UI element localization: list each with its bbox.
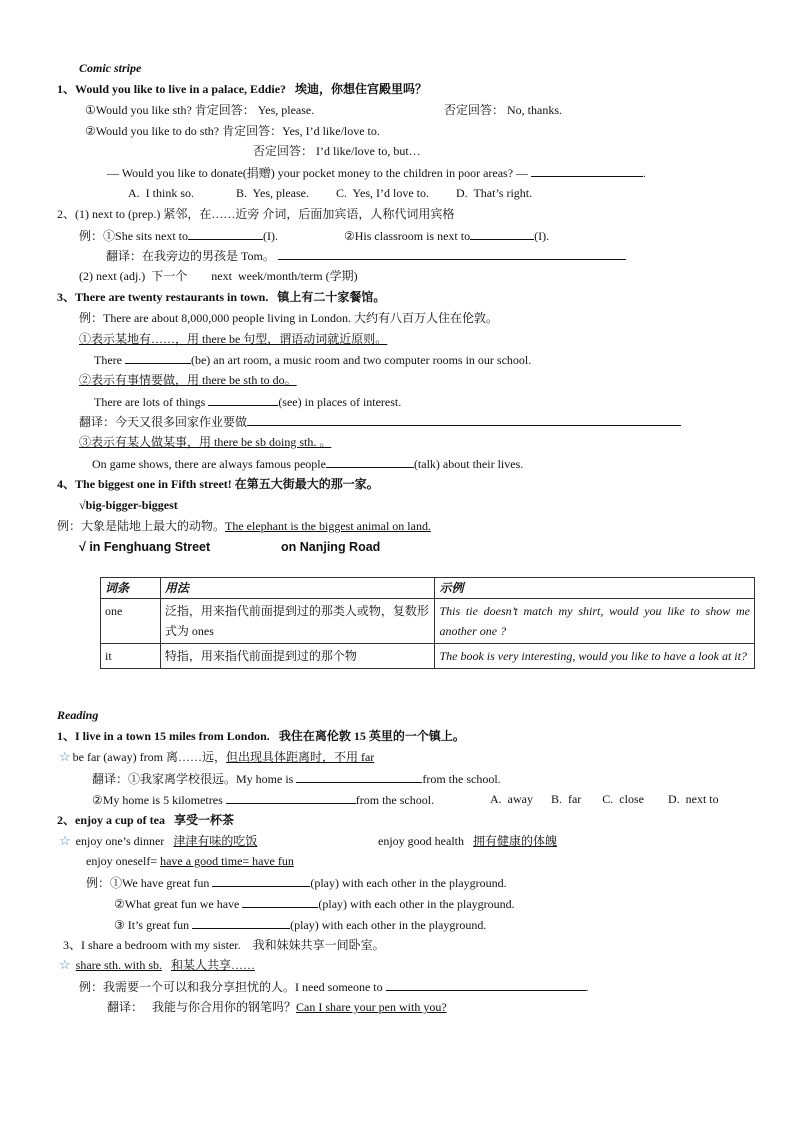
r2-example1-rest: (play) with each other in the playground. [310,876,507,890]
r1-phrase-text: be far (away) from 离……远， [72,750,226,764]
r3-example-text: 例：我需要一个可以和我分享担忧的人。I need someone to [79,980,383,994]
q4-example-chinese: 例：大象是陆地上最大的动物。 [57,519,226,533]
q1-options: A. I think so. B. Yes, please. C. Yes, I’d love to. D. That’s right. [128,186,533,200]
r2-english: enjoy a cup of tea [75,813,166,827]
r2-phrase1 [59,833,257,849]
q2-examples [79,227,278,244]
table-cell-example: This tie doesn’t match my shirt, would you like to show me another one ? [435,599,755,644]
r2-phrase1-chinese: 津津有味的吃饭 [173,834,258,848]
q3-rule2-translation-prompt: 翻译：今天又很多回家作业要做 [79,415,248,429]
r3-phrase [59,957,255,973]
r1-translation1-blank[interactable] [296,770,422,783]
q2-example1-text: ①She sits next to [103,229,189,243]
q1-title [57,81,427,97]
q2-heading: (1) next to (prep.) 紧邻，在……近旁 介词，后面加宾语，人称代词用宾格 [75,207,455,221]
r3-phrase-text: share sth. with sb. [75,958,162,972]
table-cell-usage: 特指，用来指代前面提到过的那个物 [160,644,435,669]
q4-chinese: 在第五大街最大的那一家。 [234,477,379,491]
q1-answer-blank[interactable] [531,164,643,177]
r2-phrase1-text: enjoy one’s dinner [75,834,165,848]
q4-title [57,476,379,492]
r2-phrase2-text: enjoy good health [378,834,464,848]
table-header-usage: 用法 [160,578,435,599]
q3-rule2-example-rest: (see) in places of interest. [278,395,402,409]
q1-rule-b-negative: 否定回答： I’d like/love to, but… [253,144,421,158]
q3-rule2-blank[interactable] [208,393,278,406]
q2-translation-prompt: 翻译：在我旁边的男孩是 Tom。 [106,249,275,263]
q3-rule2-translation-blank[interactable] [247,413,681,426]
r2-example3 [114,916,486,933]
r2-phrase2 [378,833,557,849]
q3-english: There are twenty restaurants in town. [75,290,269,304]
q2-translation-blank[interactable] [278,247,626,260]
q3-chinese: 镇上有二十家餐馆。 [277,290,386,304]
q3-rule1-example [94,351,531,368]
r1-translation1-text: 翻译：①我家离学校很远。My home is [92,772,294,786]
r3-example [79,978,589,995]
r2-example3-blank[interactable] [192,916,290,929]
q4-prep-example1: √ in Fenghuang Street [79,540,211,554]
star-icon: ☆ [59,749,71,764]
r3-title: 3、I share a bedroom with my sister. 我和妹妹共享一间卧室。 [63,938,385,952]
r3-translation-prompt: 翻译： 我能与你合用你的钢笔吗？ [107,1000,297,1014]
r1-english: I live in a town 15 miles from London. [75,729,270,743]
one-it-usage-table [100,577,755,669]
r2-number: 2、 [57,813,76,827]
r3-example-end: . [585,980,589,994]
r1-translation1 [92,770,501,787]
r2-example2 [114,895,515,912]
q3-rule1-example-text: There [94,353,122,367]
r2-example2-text: ②What great fun we have [114,897,240,911]
q3-rule3-blank[interactable] [326,455,414,468]
section-heading-comic-stripe: Comic stripe [79,61,142,75]
q3-rule1-example-rest: (be) an art room, a music room and two computer rooms in our school. [190,353,532,367]
q2-title [57,206,454,222]
q2-number: 2、 [57,207,76,221]
q3-rule3: ③表示有某人做某事，用 there be sb doing sth. 。 [79,435,332,449]
r2-example2-rest: (play) with each other in the playground. [318,897,515,911]
r1-options: A. away B. far C. close D. next to [490,792,719,806]
r2-phrase3-equivalent: have a good time= have fun [160,854,294,868]
r2-example2-blank[interactable] [242,895,318,908]
table-header-word: 词条 [101,578,161,599]
r2-chinese: 享受一杯茶 [174,813,235,827]
r2-example1 [86,874,507,891]
section-heading-reading: Reading [57,708,99,722]
q3-rule1: ①表示某地有……，用 there be 句型，谓语动词就近原则。 [79,332,388,346]
r3-translation [107,999,447,1015]
r1-translation1-rest: from the school. [422,772,501,786]
r2-title [57,812,234,828]
q4-example [57,518,431,534]
q3-example: 例：There are about 8,000,000 people living in London. 大约有八百万人住在伦敦。 [79,311,498,325]
q2-translation [106,247,626,264]
r1-chinese: 我住在离伦敦 15 英里的一个镇上。 [278,729,465,743]
q2-example2-text: ②His classroom is next to [344,229,471,243]
table-row [101,599,755,644]
table-header-row [101,578,755,599]
q3-rule3-example [92,455,523,472]
r1-number: 1、 [57,729,76,743]
table-cell-usage: 泛指，用来指代前面提到过的那类人或物，复数形式为 ones [160,599,435,644]
q4-example-english: The elephant is the biggest animal on land. [225,519,431,533]
q2-adjective: (2) next (adj.) 下一个 next week/month/term (学期) [79,269,358,283]
q1-english: Would you like to live in a palace, Eddie? [75,82,287,96]
r1-phrase [59,749,374,765]
q2-example1-hint: (I). [263,229,279,243]
q3-rule3-example-text: On game shows, there are always famous people [92,457,326,471]
q2-example2 [344,227,549,244]
star-icon: ☆ [59,833,71,848]
q2-example2-blank[interactable] [470,227,534,240]
r1-translation2-text: ②My home is 5 kilometres [92,793,223,807]
r3-example-blank[interactable] [386,978,586,991]
r1-title [57,728,465,744]
q3-rule2-example-text: There are lots of things [94,395,206,409]
q1-rule-a: ①Would you like sth? 肯定回答： Yes, please. [85,103,315,117]
q1-question: — Would you like to donate(捐赠) your pocket money to the children in poor areas? — . [107,166,647,180]
q4-number: 4、 [57,477,76,491]
q1-rule-a-negative: 否定回答： No, thanks. [444,103,562,117]
q3-rule2-example [94,393,401,410]
r1-translation2-rest: from the school. [355,793,435,807]
r1-translation2-blank[interactable] [226,791,356,804]
table-cell-word: it [101,644,161,669]
q3-rule2: ②表示有事情要做，用 there be sth to do。 [79,373,297,387]
q1-chinese: 埃迪，你想住宫殿里吗？ [295,82,428,96]
r3-translation-answer: Can I share your pen with you? [296,1000,447,1014]
r2-example3-rest: (play) with each other in the playground. [290,918,487,932]
r1-phrase-note: 但出现具体距离时，不用 far [225,750,375,764]
table-cell-example: The book is very interesting, would you like to have a look at it? [435,644,755,669]
q3-rule3-example-rest: (talk) about their lives. [413,457,524,471]
q3-rule1-blank[interactable] [125,351,191,364]
r2-example3-text: ③ It’s great fun [114,918,190,932]
r2-phrase2-chinese: 拥有健康的体魄 [472,834,557,848]
table-cell-word: one [101,599,161,644]
r2-example1-text: ①We have great fun [110,876,210,890]
q3-number: 3、 [57,290,76,304]
q1-rule-b: ②Would you like to do sth? 肯定回答：Yes, I’d like/love to. [85,124,380,138]
r2-example1-blank[interactable] [212,874,310,887]
q4-prep-example2: on Nanjing Road [281,540,381,554]
q2-example-label: 例： [79,229,104,243]
q4-forms: √big-bigger-biggest [79,498,178,512]
r2-phrase3 [86,853,294,869]
q1-question-text: — Would you like to donate(捐赠) your pocket money to the children in poor areas? — [107,166,529,180]
r1-translation2 [92,791,434,808]
table-header-example: 示例 [435,578,755,599]
q2-example2-hint: (I). [534,229,550,243]
star-icon: ☆ [59,957,71,972]
r3-phrase-chinese: 和某人共享…… [170,958,255,972]
q4-english: The biggest one in Fifth street! [75,477,232,491]
q3-rule2-translation [79,413,681,430]
table-row [101,644,755,669]
q2-example1-blank[interactable] [188,227,263,240]
r2-phrase3-text: enjoy oneself= [86,854,161,868]
q3-title [57,289,385,305]
r2-example-label: 例： [86,876,111,890]
q1-number: 1、 [57,82,76,96]
